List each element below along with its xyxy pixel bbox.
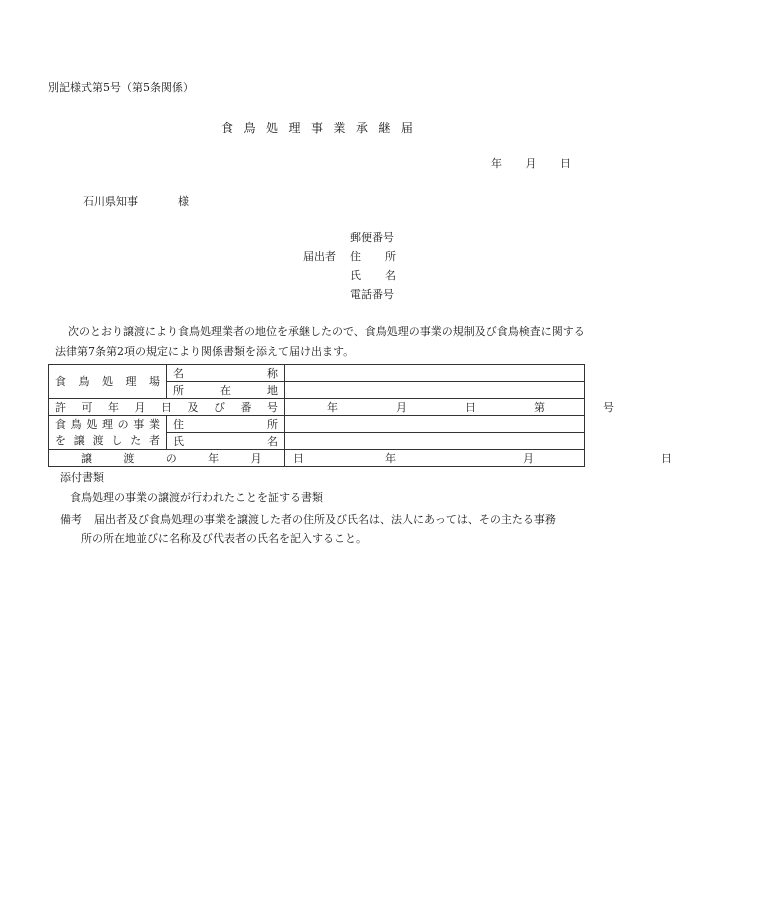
permit-value[interactable] bbox=[285, 399, 614, 416]
transfer-date-label: 譲 渡 の 年 月 日 bbox=[81, 451, 304, 465]
recipient-name: 石川県知事 bbox=[83, 195, 138, 208]
permit-day: 日 bbox=[465, 400, 476, 414]
transfer-date-value[interactable] bbox=[285, 450, 672, 467]
remarks-text-1: 届出者及び食鳥処理の事業を譲渡した者の住所及び氏名は、法人にあっては、その主たる事務 bbox=[94, 513, 556, 526]
body-text: 次のとおり譲渡により食鳥処理業者の地位を承継したので、食鳥処理の事業の規制及び食鳥検査に関する法律第7条第2項の規定により関係書類を添えて届け出ます。 bbox=[55, 325, 585, 358]
notification-table bbox=[48, 364, 672, 467]
remarks-line-2: 所の所在地並びに名称及び代表者の氏名を記入すること。 bbox=[81, 532, 367, 545]
permit-go: 号 bbox=[603, 400, 614, 414]
permit-year: 年 bbox=[327, 400, 338, 414]
date-day: 日 bbox=[560, 157, 571, 170]
plant-name-label: 名 称 bbox=[173, 366, 278, 380]
applicant-label: 届出者 bbox=[303, 250, 336, 263]
transferor-label-2: を 譲 渡 し た 者 bbox=[55, 433, 160, 447]
transferor-address-label: 住 所 bbox=[173, 417, 278, 431]
permit-label-cell bbox=[49, 399, 285, 416]
attachments-heading: 添付書類 bbox=[60, 471, 104, 484]
plant-location-label-cell bbox=[167, 382, 285, 399]
transferor-name-label-cell bbox=[167, 433, 285, 450]
transfer-year: 年 bbox=[385, 451, 396, 465]
table-row bbox=[49, 450, 585, 467]
table-row bbox=[49, 399, 585, 416]
transferor-address-label-cell bbox=[167, 416, 285, 433]
table-row bbox=[49, 416, 585, 433]
plant-location-label: 所 在 地 bbox=[173, 383, 278, 397]
transfer-month: 月 bbox=[523, 451, 534, 465]
applicant-address: 住 所 bbox=[350, 250, 396, 263]
recipient bbox=[83, 196, 189, 207]
applicant-postal-code: 郵便番号 bbox=[350, 231, 394, 244]
plant-name-label-cell bbox=[167, 365, 285, 382]
plant-location-value[interactable] bbox=[285, 382, 585, 399]
date-month: 月 bbox=[525, 157, 537, 170]
transfer-date-label-cell bbox=[49, 450, 304, 467]
transferor-label-1: 食 鳥 処 理 の 事 業 bbox=[55, 417, 160, 431]
form-number: 別記様式第5号（第5条関係） bbox=[48, 81, 194, 94]
date-line bbox=[491, 158, 571, 169]
plant-label-cell bbox=[49, 365, 167, 399]
plant-name-value[interactable] bbox=[285, 365, 585, 382]
permit-month: 月 bbox=[396, 400, 407, 414]
remarks-line-1 bbox=[60, 510, 590, 529]
transferor-name-value[interactable] bbox=[285, 433, 585, 450]
transfer-day: 日 bbox=[661, 451, 672, 465]
applicant-name: 氏 名 bbox=[350, 269, 396, 282]
transferor-label-cell bbox=[49, 416, 167, 450]
attachments-item: 食鳥処理の事業の譲渡が行われたことを証する書類 bbox=[70, 491, 323, 504]
applicant-phone: 電話番号 bbox=[350, 288, 394, 301]
recipient-honorific: 様 bbox=[178, 195, 189, 208]
transferor-name-label: 氏 名 bbox=[173, 434, 278, 448]
remarks bbox=[60, 510, 590, 548]
table-row bbox=[49, 365, 585, 382]
document-title: 食 鳥 処 理 事 業 承 継 届 bbox=[221, 121, 413, 135]
permit-label: 許 可 年 月 日 及 び 番 号 bbox=[55, 400, 278, 414]
date-year: 年 bbox=[491, 157, 502, 170]
plant-label: 食 鳥 処 理 場 bbox=[55, 375, 160, 388]
transferor-address-value[interactable] bbox=[285, 416, 585, 433]
remarks-label: 備考 bbox=[60, 513, 82, 526]
permit-dai: 第 bbox=[534, 400, 545, 414]
